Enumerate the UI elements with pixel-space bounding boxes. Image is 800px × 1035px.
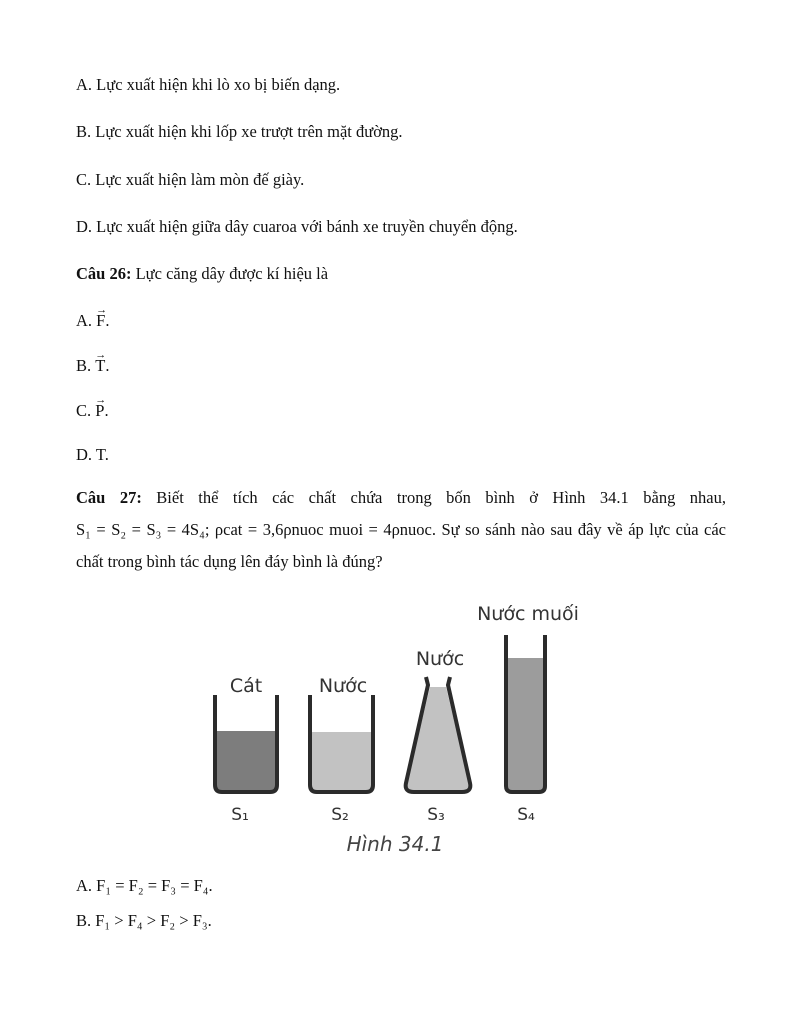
figure-caption: Hình 34.1 (346, 832, 444, 856)
salt-water-fill (508, 658, 543, 791)
label-nuoc-1: Nước (318, 675, 368, 697)
label-nuoc-muoi: Nước muối (477, 603, 579, 625)
base-s2: S₂ (331, 805, 349, 825)
question-27-line1: Câu 27: Biết thể tích các chất chứa trong bốn bình ở Hình 34.1 bằng nhau, (76, 488, 726, 507)
base-s3: S₃ (427, 805, 445, 825)
q26-option-a: A. → F. (76, 311, 109, 331)
base-s1: S₁ (231, 805, 249, 825)
q26-option-c: C. → P. (76, 401, 109, 421)
vector-symbol: → T (95, 356, 105, 376)
q27-option-a: A. F₁ = F₂ = F₃ = F₄. (76, 876, 213, 895)
q26-option-b: B. → T. (76, 356, 109, 376)
question-27-line3: chất trong bình tác dụng lên đáy bình là đúng? (76, 552, 383, 571)
prev-option-a: A. Lực xuất hiện khi lò xo bị biến dạng. (76, 75, 341, 94)
question-27-line2: S₁ = S₂ = S₃ = 4S₄; ρcat = 3,6ρnuoc muoi = 4ρnuoc. Sự so sánh nào sau đây về áp lực của các (76, 520, 726, 539)
base-s4: S₄ (517, 805, 535, 825)
prev-option-b: B. Lực xuất hiện khi lốp xe trượt trên mặt đường. (76, 122, 403, 141)
label-nuoc-2: Nước (415, 648, 465, 670)
label-cat: Cát (229, 675, 263, 697)
vector-symbol: → F (96, 311, 105, 331)
sand-fill (216, 731, 276, 791)
density-formula: S₁ = S₂ = S₃ = 4S₄; ρcat = 3,6ρnuoc muoi = 4ρnuoc (76, 520, 432, 539)
water-fill (311, 732, 372, 791)
q26-option-d: D. T. (76, 445, 109, 464)
vector-symbol: → P (95, 401, 104, 421)
prev-option-d: D. Lực xuất hiện giữa dây cuaroa với bánh xe truyền chuyển động. (76, 217, 518, 236)
question-27 (76, 482, 726, 578)
figure-34-1 (200, 595, 600, 860)
question-26-label: Câu 26: (76, 264, 132, 283)
q27-option-b: B. F₁ > F₄ > F₂ > F₃. (76, 911, 212, 930)
question-27-label: Câu 27: (76, 488, 142, 507)
question-26 (76, 264, 328, 284)
prev-option-c: C. Lực xuất hiện làm mòn đế giày. (76, 170, 305, 189)
question-26-text: Lực căng dây được kí hiệu là (131, 264, 329, 283)
